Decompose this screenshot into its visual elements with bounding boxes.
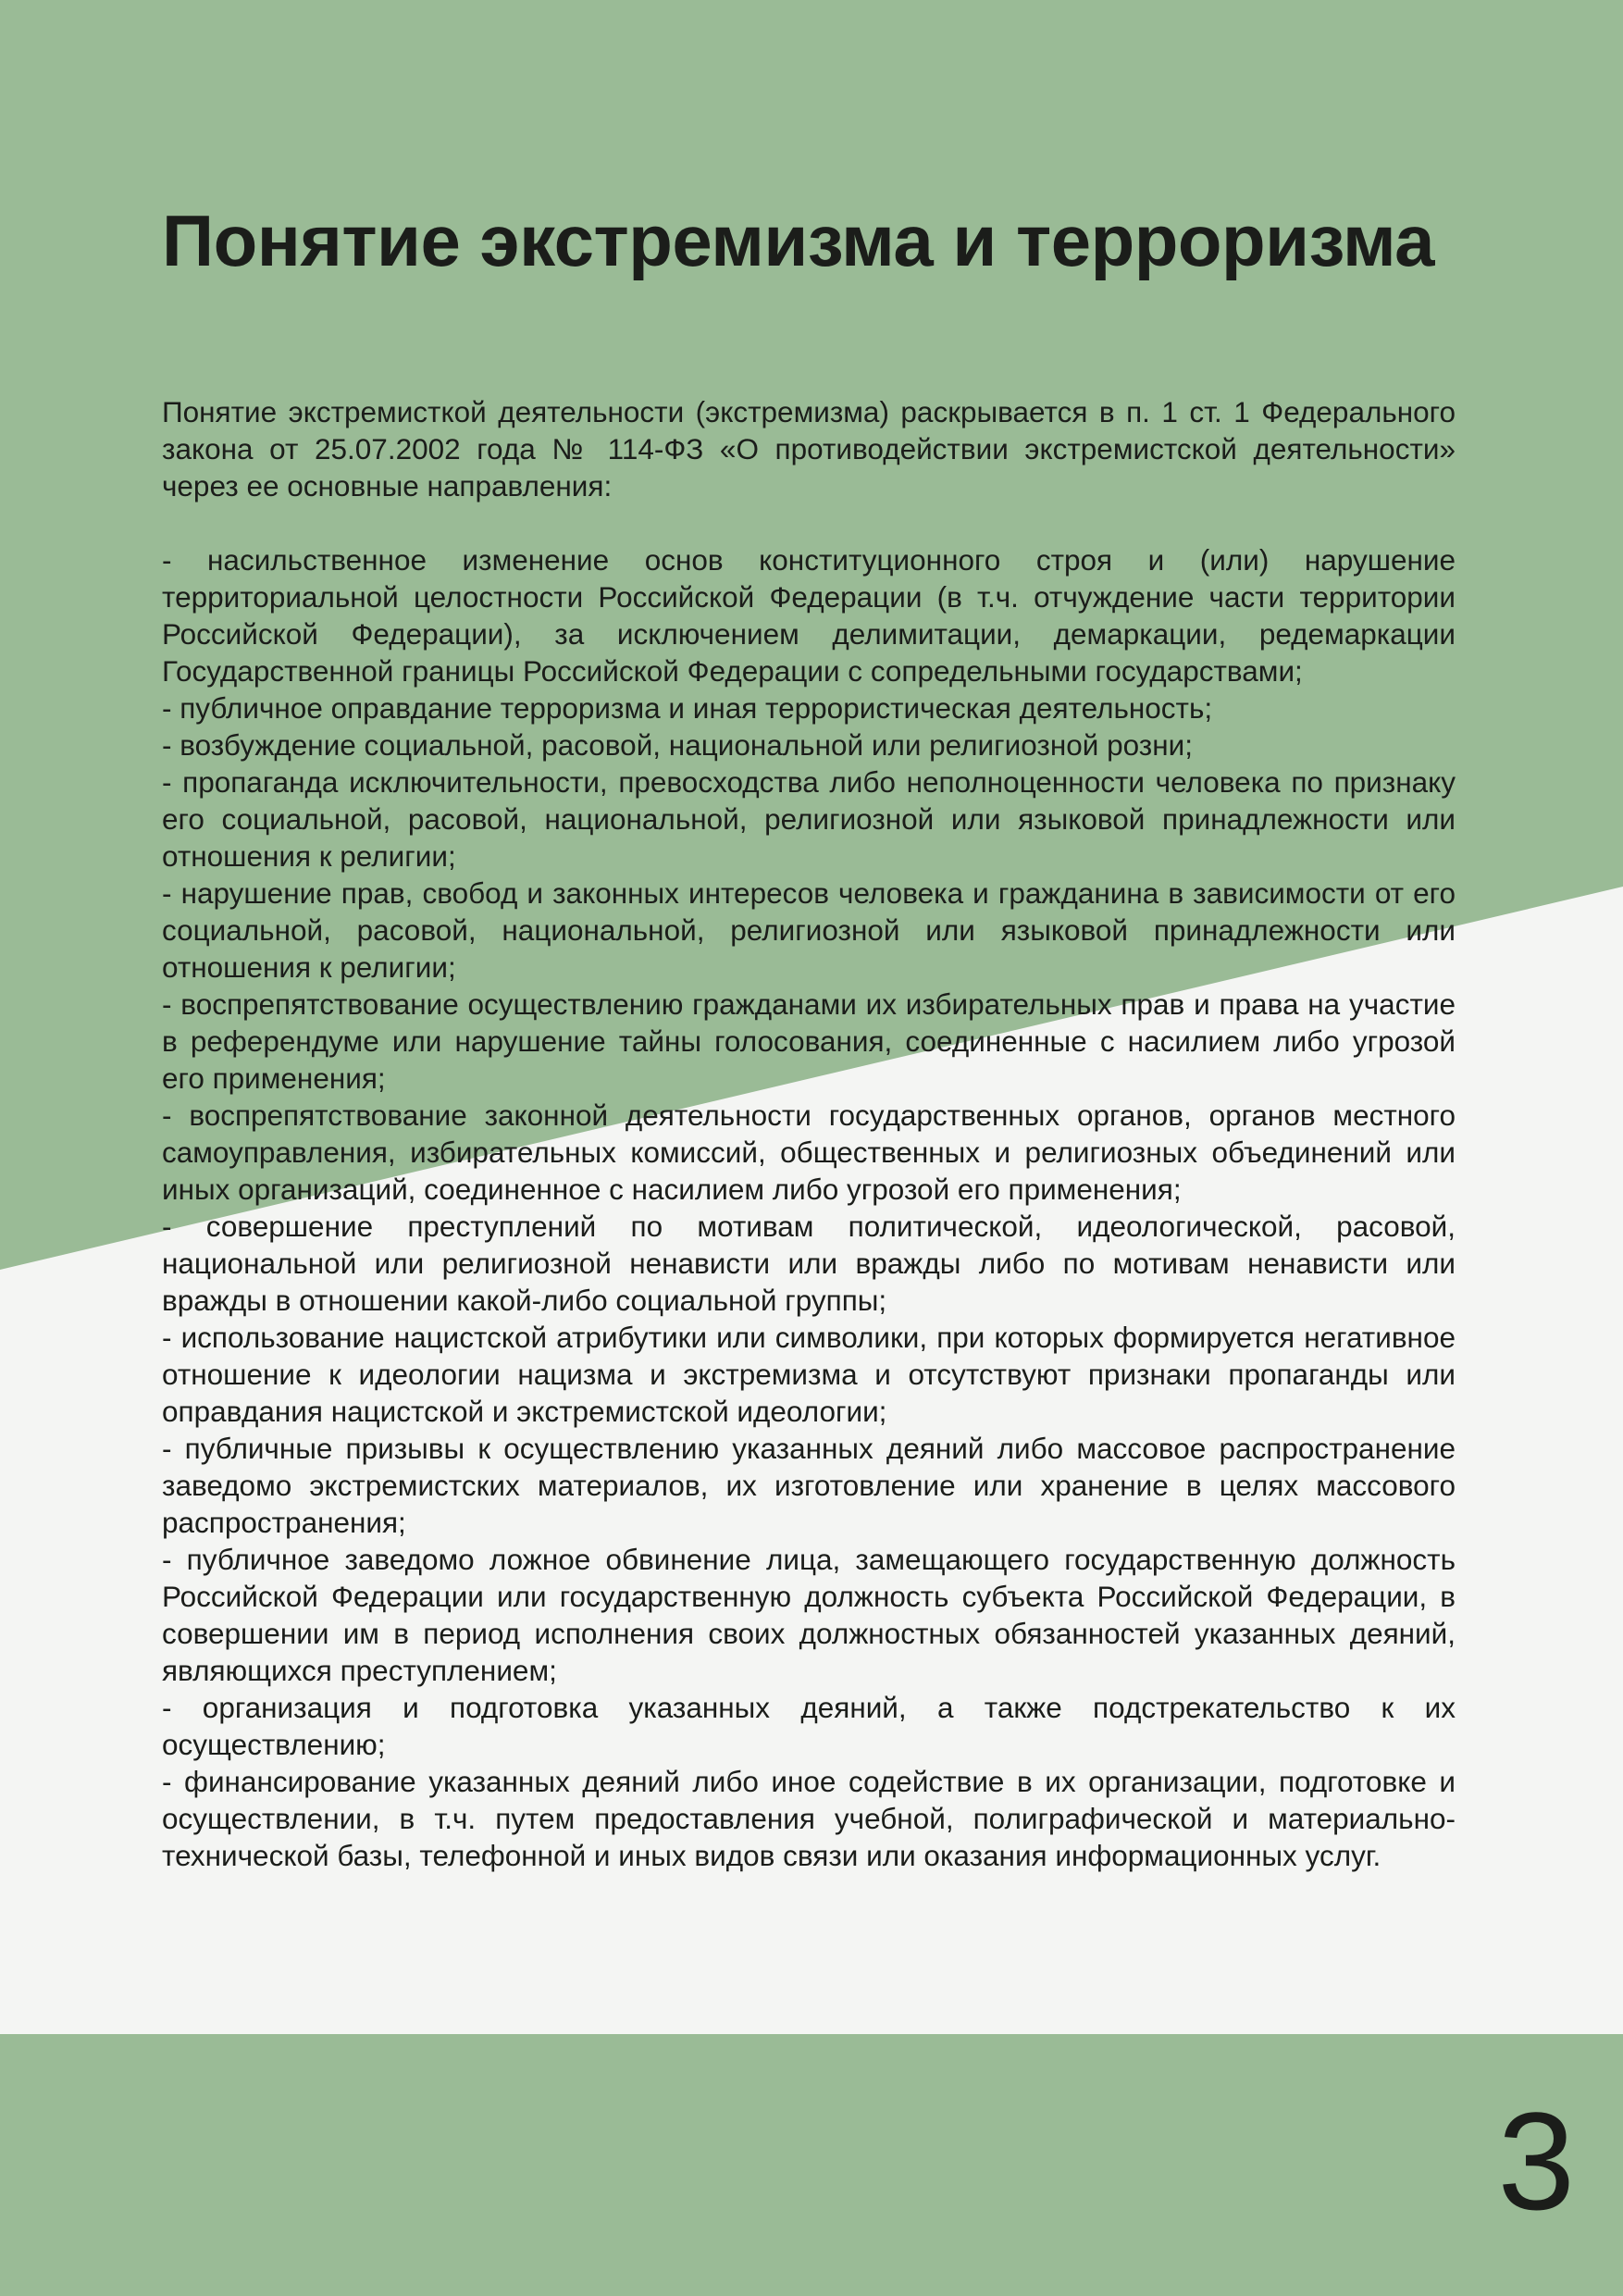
list-item: - организация и подготовка указанных деяний, а также подстрекательство к их осуществлению; — [162, 1691, 1456, 1761]
intro-paragraph: Понятие экстремисткой деятельности (экстремизма) раскрывается в п. 1 ст. 1 Федерального закона от 25.07.2002 года № 114-ФЗ «О противодействии экстремистской деятельности» через ее основные направления: — [162, 395, 1456, 503]
list-item: - пропаганда исключительности, превосходства либо неполноценности человека по признаку его социальной, расовой, национальной, религиозной или языковой принадлежности или отношения к религии; — [162, 765, 1456, 873]
list-item: - насильственное изменение основ конституционного строя и (или) нарушение территориальной целостности Российской Федерации (в т.ч. отчуждение части территории Российской Федерации), за исключением делимитации, демаркации, редемаркации Государственной границы Российской Федерации с сопредельными государствами; — [162, 543, 1456, 688]
list-item: - нарушение прав, свобод и законных интересов человека и гражданина в зависимости от его социальной, расовой, национальной, религиозной или языковой принадлежности или отношения к религии; — [162, 876, 1456, 984]
page-title: Понятие экстремизма и терроризма — [162, 200, 1435, 281]
page-number: 3 — [1497, 2083, 1575, 2239]
list-item: - финансирование указанных деяний либо иное содействие в их организации, подготовке и осуществлении, в т.ч. путем предоставления учебной, полиграфической и материально-технической базы, телефонной и иных видов связи или оказания информационных услуг. — [162, 1765, 1456, 1872]
list-item: - публичное заведомо ложное обвинение лица, замещающего государственную должность Российской Федерации или государственную должность субъекта Российской Федерации, в совершении им в период исполнения своих должностных обязанностей указанных деяний, являющихся преступлением; — [162, 1543, 1456, 1687]
list-item: - воспрепятствование осуществлению гражданами их избирательных прав и права на участие в референдуме или нарушение тайны голосования, соединенные с насилием либо угрозой его применения; — [162, 987, 1456, 1095]
list-item: - воспрепятствование законной деятельности государственных органов, органов местного самоуправления, избирательных комиссий, общественных и религиозных объединений или иных организаций, соединенное с насилием либо угрозой его применения; — [162, 1098, 1456, 1206]
list-item: - публичные призывы к осуществлению указанных деяний либо массовое распространение заведомо экстремистских материалов, их изготовление или хранение в целях массового распространения; — [162, 1432, 1456, 1539]
document-body — [162, 393, 1456, 1874]
list-item: - совершение преступлений по мотивам политической, идеологической, расовой, национальной или религиозной ненависти или вражды либо по мотивам ненависти или вражды в отношении какой-либо социальной группы; — [162, 1210, 1456, 1317]
list-item: - публичное оправдание терроризма и иная террористическая деятельность; — [162, 691, 1213, 725]
list-item: - возбуждение социальной, расовой, национальной или религиозной розни; — [162, 728, 1193, 762]
list-item: - использование нацистской атрибутики или символики, при которых формируется негативное отношение к идеологии нацизма и экстремизма и отсутствуют признаки пропаганды или оправдания нацистской и экстремистской идеологии; — [162, 1321, 1456, 1428]
green-footer-band — [0, 2034, 1623, 2296]
